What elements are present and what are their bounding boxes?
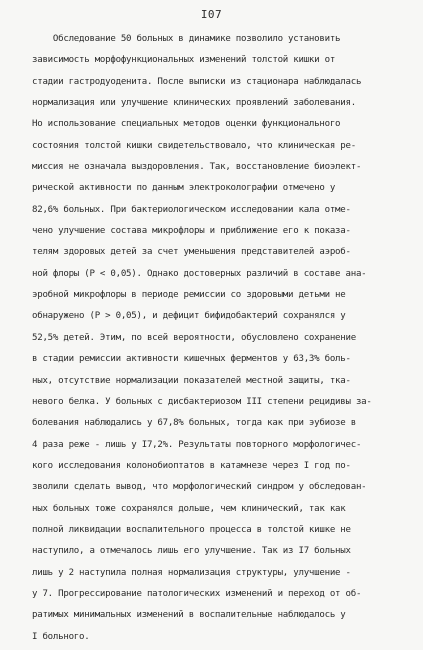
text-line: 82,6% больных. При бактериологическом исследовании кала отме- [32, 204, 351, 215]
text-line: миссия не означала выздоровления. Так, восстановление биоэлект- [32, 162, 362, 173]
text-line: ратимых минимальных изменений в воспалительные наблюдалось у [32, 610, 346, 621]
text-line: кого исследования колонобиоптатов в катамнезе через I год по- [32, 460, 351, 471]
text-line: болевания наблюдались у 67,8% больных, тогда как при эубиозе в [32, 418, 356, 429]
text-line: у 7. Прогрессирование патологических изменений и переход от об- [32, 588, 362, 599]
text-line: в стадии ремиссии активности кишечных ферментов у 63,3% боль- [32, 354, 351, 365]
text-line: нормализация или улучшение клинических проявлений заболевания. [32, 98, 356, 109]
text-line: лишь у 2 наступила полная нормализация структуры, улучшение - [32, 567, 351, 578]
text-line: стадии гастродуоденита. После выписки из стационара наблюдалась [32, 76, 362, 87]
text-line: зволили сделать вывод, что морфологический синдром у обследован- [32, 482, 367, 493]
text-line: наступило, а отмечалось лишь его улучшение. Так из I7 больных [32, 546, 351, 557]
text-line: ной флоры (P < 0,05). Однако достоверных различий в составе ана- [32, 268, 367, 279]
text-line: Но использование специальных методов оценки функционального [32, 119, 341, 130]
text-line: телям здоровых детей за счет уменьшения представителей аэроб- [32, 247, 351, 258]
text-line: обнаружено (P > 0,05), и дефицит бифидобактерий сохранялся у [32, 311, 346, 322]
text-line: ных, отсутствие нормализации показателей местной защиты, тка- [32, 375, 351, 386]
text-line: I больного. [32, 631, 90, 642]
text-line: чено улучшение состава микрофлоры и приближение его к показа- [32, 226, 351, 237]
page-number: I07 [200, 8, 223, 21]
text-line: состояния толстой кишки свидетельствовало, что клиническая ре- [32, 140, 356, 151]
body-text [32, 29, 402, 648]
text-line: невого белка. У больных с дисбактериозом III степени рецидивы за- [32, 396, 372, 407]
text-line: полной ликвидации воспалительного процесса в толстой кишке не [32, 524, 351, 535]
text-line: 52,5% детей. Этим, по всей вероятности, обусловлено сохранение [32, 332, 356, 343]
text-line: эробной микрофлоры в периоде ремиссии со здоровыми детьми не [32, 290, 346, 301]
text-line: Обследование 50 больных в динамике позволило установить [32, 34, 341, 44]
text-line: 4 раза реже - лишь у I7,2%. Результаты повторного морфологичес- [32, 439, 362, 450]
text-line: рической активности по данным электроколографии отмечено у [32, 183, 336, 194]
text-line: ных больных тоже сохранялся дольше, чем клинический, так как [32, 503, 346, 514]
text-line: зависимость морфофункциональных изменений толстой кишки от [32, 55, 336, 66]
